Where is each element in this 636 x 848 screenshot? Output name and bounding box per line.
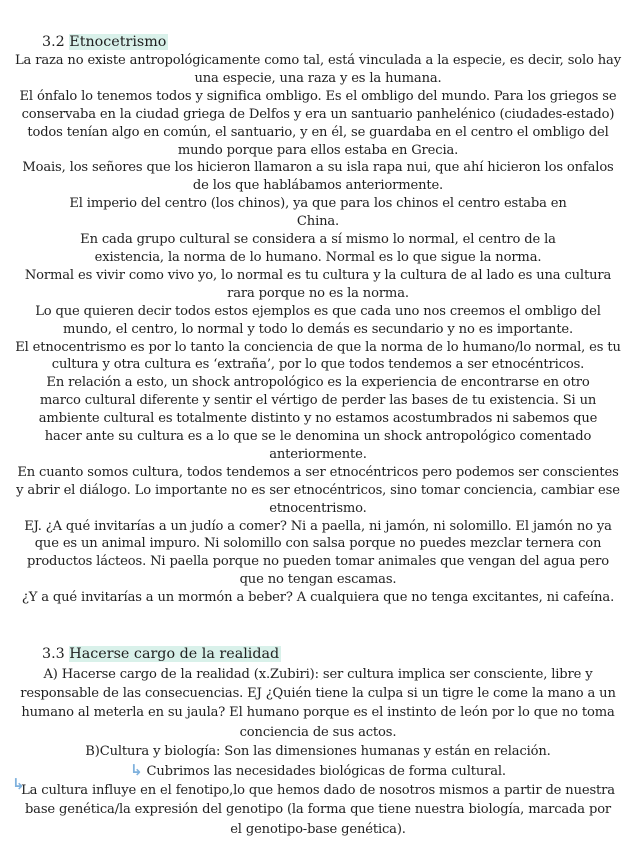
paragraph: En cada grupo cultural se considera a sí mismo lo normal, el centro de la existencia, la norma de lo humano. Normal es lo que sigue la norma. (80, 232, 556, 265)
paragraph: En cuanto somos cultura, todos tendemos a ser etnocéntricos pero podemos ser conscientes y abrir el diálogo. Lo importante no es ser etnocéntricos, sino tomar conciencia, cambiar ese etnocentrismo. (16, 464, 620, 516)
paragraph: El etnocentrismo es por lo tanto la conciencia de que la norma de lo humano/lo normal, es tu cultura y otra cultura es ‘extraña’, por lo que todos tendemos a ser etnocéntricos. (15, 339, 621, 373)
paragraph: ¿Y a qué invitarías a un mormón a beber? A cualquiera que no tenga excitantes, ni cafeína. (21, 590, 615, 606)
paragraph: La raza no existe antropológicamente como tal, está vinculada a la especie, es decir, solo hay una especie, una raza y es la humana. (15, 53, 621, 86)
arrow-note-text: La cultura influye en el fenotipo,lo que hemos dado de nosotros mismos a partir de nuestra base genética/la expresión del genotipo (la forma que tiene nuestra biología, marcada por el genotipo-base genética). (21, 783, 615, 837)
return-arrow-icon: ↳ (130, 761, 143, 780)
paragraph: B)Cultura y biología: Son las dimensiones humanas y están en relación. (85, 743, 551, 759)
paragraph: En relación a esto, un shock antropológico es la experiencia de encontrarse en otro marco cultural diferente y sentir el vértigo de perder las bases de tu existencia. Si un ambiente cultural es totalmente distinto y no estamos acostumbrados ni sabemos que hacer ante su cultura es a lo que se le denomina un shock antropológico comentado anteriormente. (38, 375, 598, 462)
arrow-note (14, 761, 622, 781)
section-heading-3-2 (42, 33, 168, 51)
section-heading-3-3 (42, 645, 281, 663)
paragraph: Moais, los señores que los hicieron llamaron a su isla rapa nui, que ahí hicieron los onfalos de los que hablábamos anteriormente. (22, 160, 614, 194)
paragraph: El ónfalo lo tenemos todos y significa ombligo. Es el ombligo del mundo. Para los griegos se conservaba en la ciudad griega de Delfos y era un santuario panhelénico (ciudades-estado) todos tenían algo en común, el santuario, y en él, se guardaba en el centro el ombligo del mundo porque para ellos estaba en Grecia. (19, 88, 617, 158)
section-number: 3.2 (42, 34, 65, 50)
section-title: Etnocetrismo (69, 34, 167, 50)
section-body-3-2 (14, 52, 622, 607)
paragraph: El imperio del centro (los chinos), ya que para los chinos el centro estaba en China. (69, 196, 567, 230)
paragraph: EJ. ¿A qué invitarías a un judío a comer? Ni a paella, ni jamón, ni solomillo. El jamón no ya que es un animal impuro. Ni solomillo con salsa porque no puedes mezclar ternera con productos lácteos. Ni paella porque no pueden tomar animales que vengan del agua pero que no tengan escamas. (24, 518, 612, 588)
paragraph: Lo que quieren decir todos estos ejemplos es que cada uno nos creemos el ombligo del mundo, el centro, lo normal y todo lo demás es secundario y no es importante. (35, 303, 601, 337)
return-arrow-icon: ↳ (12, 775, 25, 793)
section-title: Hacerse cargo de la realidad (69, 646, 280, 662)
section-body-3-3 (14, 665, 622, 839)
paragraph: Normal es vivir como vivo yo, lo normal es tu cultura y la cultura de al lado es una cultura rara porque no es la norma. (24, 267, 612, 301)
section-number: 3.3 (42, 646, 65, 662)
arrow-note-text: Cubrimos las necesidades biológicas de forma cultural. (146, 764, 506, 780)
paragraph: A) Hacerse cargo de la realidad (x.Zubiri): ser cultura implica ser consciente, libre y responsable de las consecuencias. EJ ¿Quién tiene la culpa si un tigre le come la mano a un humano al meterla en su jaula? El humano porque es el instinto de león por lo que no toma conciencia de sus actos. (20, 667, 616, 740)
